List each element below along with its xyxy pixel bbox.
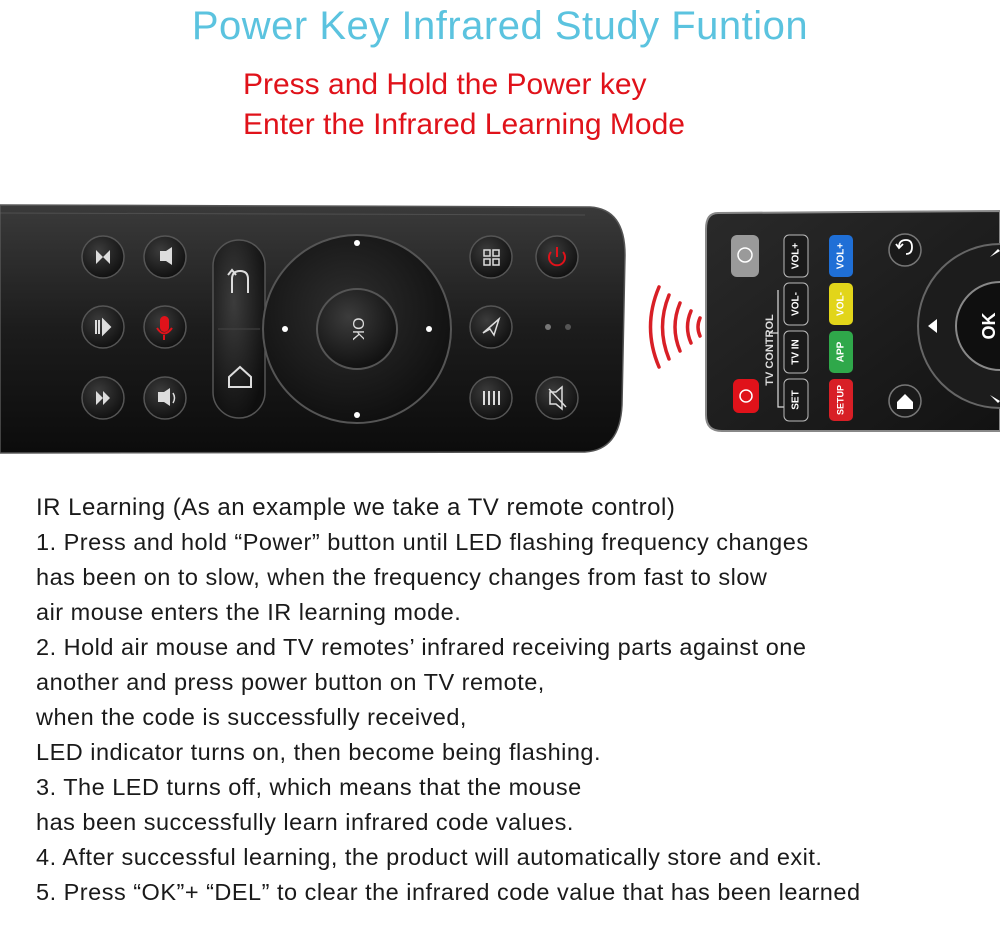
setup-label: SETUP xyxy=(835,384,846,416)
volume-down-button[interactable] xyxy=(144,236,186,278)
back-home-pill xyxy=(213,240,265,418)
tv-set-button[interactable] xyxy=(784,379,808,421)
mic-button[interactable] xyxy=(144,306,186,348)
tv-in-button[interactable] xyxy=(784,331,808,373)
tv-remote-power-button[interactable] xyxy=(733,379,759,413)
app-label: APP xyxy=(835,341,847,363)
instruction-line: has been successfully learn infrared code values. xyxy=(36,809,574,835)
tv-vol-down-button[interactable] xyxy=(784,283,808,325)
tv-power-toggle[interactable] xyxy=(731,235,759,277)
setup-red-button[interactable] xyxy=(829,379,853,421)
menu-button[interactable] xyxy=(470,236,512,278)
instruction-line: 2. Hold air mouse and TV remotes’ infrared receiving parts against one xyxy=(36,634,807,660)
ok-button[interactable] xyxy=(317,289,397,369)
page-title: Power Key Infrared Study Funtion xyxy=(191,4,809,48)
tv-back-button[interactable] xyxy=(889,234,921,266)
instruction-line-1: Press and Hold the Power key xyxy=(243,68,647,101)
rewind-button[interactable] xyxy=(82,236,124,278)
tv-set-label: SET xyxy=(790,390,802,410)
tv-vol-down-label: VOL- xyxy=(790,292,802,316)
fast-forward-button[interactable] xyxy=(82,377,124,419)
mute-button[interactable] xyxy=(536,377,578,419)
play-pause-button[interactable] xyxy=(82,306,124,348)
tv-control-label: TV CONTROL xyxy=(764,314,776,386)
instruction-line: 1. Press and hold “Power” button until LED flashing frequency changes xyxy=(36,529,809,555)
instruction-line-2: Enter the Infrared Learning Mode xyxy=(243,108,685,141)
vol-up-blue-button[interactable] xyxy=(829,235,853,277)
instruction-line: has been on to slow, when the frequency changes from fast to slow xyxy=(36,564,768,590)
settings-button[interactable] xyxy=(470,377,512,419)
tv-home-button[interactable] xyxy=(889,385,921,417)
remotes-illustration xyxy=(0,195,1000,470)
infrared-signal-icon xyxy=(651,287,701,367)
instruction-line: 5. Press “OK”+ “DEL” to clear the infrared code value that has been learned xyxy=(36,879,861,905)
instruction-line: 3. The LED turns off, which means that the mouse xyxy=(36,774,582,800)
tv-ok-label: OK xyxy=(978,312,999,340)
air-mouse-remote xyxy=(0,205,625,453)
instruction-line: another and press power button on TV remote, xyxy=(36,669,545,695)
app-green-button[interactable] xyxy=(829,331,853,373)
tv-remote xyxy=(706,211,1000,431)
vol-down-yellow-button[interactable] xyxy=(829,283,853,325)
mouse-mode-button[interactable] xyxy=(470,306,512,348)
instruction-line: when the code is successfully received, xyxy=(36,704,467,730)
ok-label: OK xyxy=(348,317,366,341)
power-button[interactable] xyxy=(536,236,578,278)
tv-vol-up-label: VOL+ xyxy=(790,242,802,270)
instruction-line: 4. After successful learning, the product will automatically store and exit. xyxy=(36,844,823,870)
tv-in-label: TV IN xyxy=(790,339,802,365)
blue-vol-up-label: VOL+ xyxy=(835,242,847,270)
instruction-line: LED indicator turns on, then become being flashing. xyxy=(36,739,602,765)
volume-up-button[interactable] xyxy=(144,377,186,419)
yellow-vol-down-label: VOL- xyxy=(835,292,847,316)
instructions-heading: IR Learning (As an example we take a TV remote control) xyxy=(36,494,676,521)
tv-vol-up-button[interactable] xyxy=(784,235,808,277)
instruction-line: air mouse enters the IR learning mode. xyxy=(36,599,462,625)
instructions-text xyxy=(36,490,986,910)
